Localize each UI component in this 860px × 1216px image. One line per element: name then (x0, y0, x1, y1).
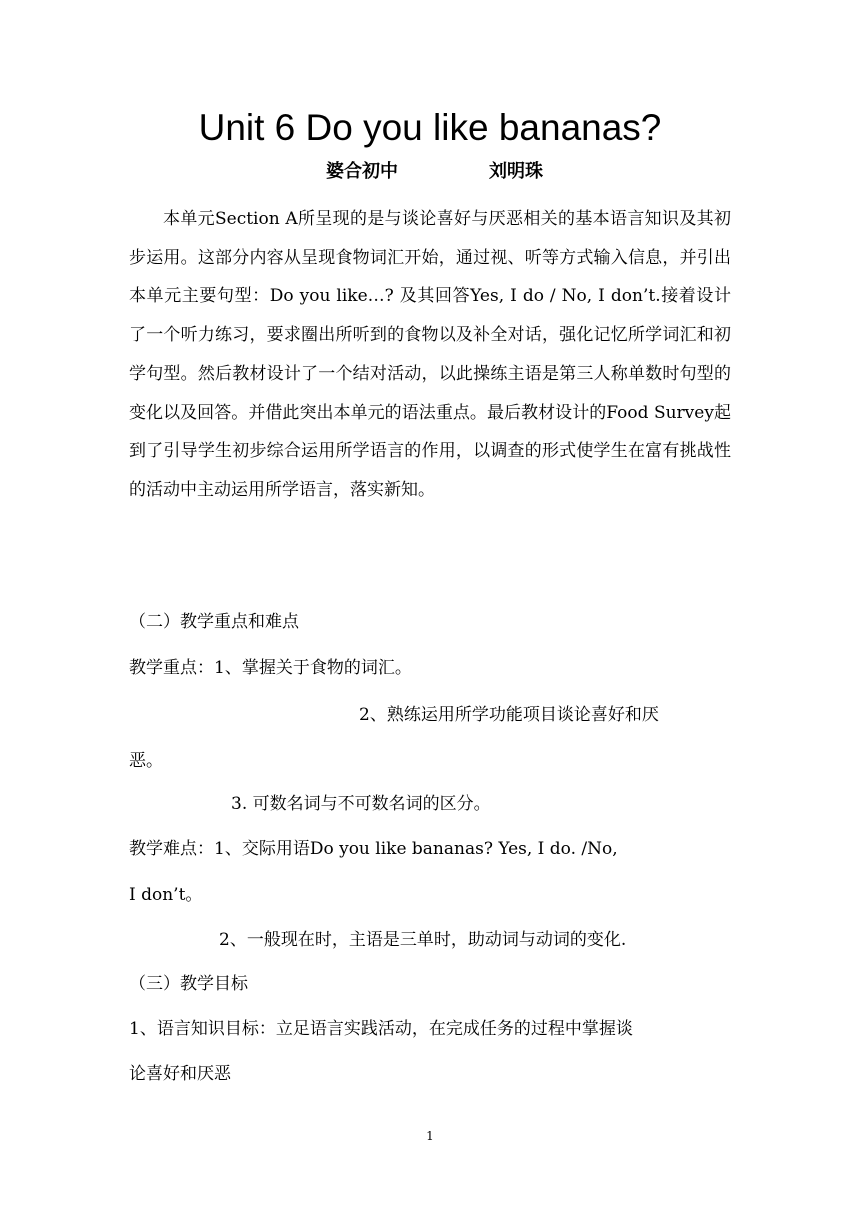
section-heading-key-points: （二）教学重点和难点 (129, 612, 299, 632)
difficulty-1: 教学难点：1、交际用语Do you like bananas? Yes, I do. /No, (129, 839, 618, 859)
difficulty-2: 2、一般现在时，主语是三单时，助动词与动词的变化. (219, 930, 627, 950)
objective-1-continued: 论喜好和厌恶 (129, 1064, 231, 1084)
section-heading-objectives: （三）教学目标 (129, 974, 248, 994)
difficulty-1-continued: I don’t。 (129, 885, 203, 905)
objective-1: 1、语言知识目标：立足语言实践活动，在完成任务的过程中掌握谈 (129, 1019, 633, 1039)
page-number: 1 (426, 1129, 434, 1143)
key-point-1: 教学重点：1、掌握关于食物的词汇。 (129, 658, 412, 678)
school-name: 婆合初中 (326, 161, 398, 182)
intro-paragraph: 本单元Section A所呈现的是与谈论喜好与厌恶相关的基本语言知识及其初步运用。这部分内容从呈现食物词汇开始，通过视、听等方式输入信息，并引出本单元主要句型：Do you like…? 及其回答Yes, I do / No, I don’t.接着设计了一个听力练习，要求圈出所听到的食物以及补全对话，强化记忆所学词汇和初学句型。然后教材设计了一个结对活动，以此操练主语是第三人称单数时句型的变化以及回答。并借此突出本单元的语法重点。最后教材设计的Food Survey起到了引导学生初步综合运用所学语言的作用，以调查的形式使学生在富有挑战性的活动中主动运用所学语言，落实新知。 (129, 209, 731, 500)
key-point-2: 2、熟练运用所学功能项目谈论喜好和厌 (359, 705, 659, 725)
key-point-3: 3. 可数名词与不可数名词的区分。 (231, 794, 491, 814)
document-title: Unit 6 Do you like bananas? (198, 107, 662, 148)
author-name: 刘明珠 (489, 161, 543, 182)
key-point-2-continued: 恶。 (129, 751, 163, 771)
